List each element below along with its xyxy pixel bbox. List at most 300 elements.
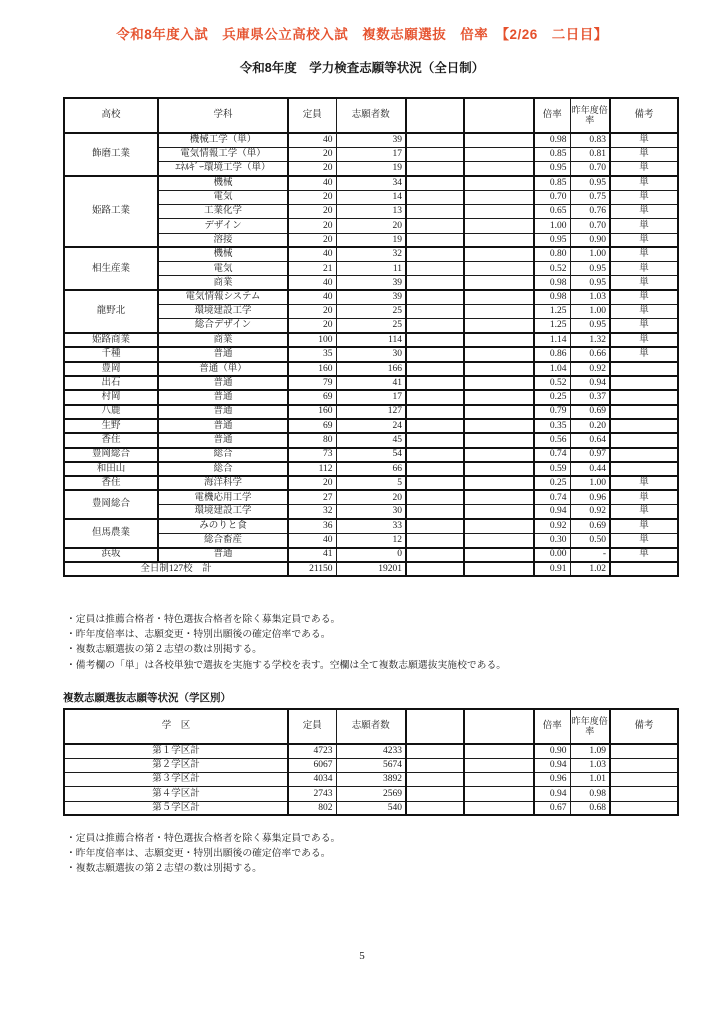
note-line: ・定員は推薦合格者・特色選抜合格者を除く募集定員である。 [66,833,341,844]
remarks-cell: 単 [610,519,678,533]
department-cell: 工業化学 [158,204,288,218]
prev-ratio-cell: 1.00 [570,305,610,319]
note-line: ・備考欄の「単」は各校単独で選抜を実施する学校を表す。空欄は全て複数志願選抜実施校である。 [66,659,507,671]
capacity-cell: 20 [288,190,336,204]
school-cell: 姫路工業 [64,176,158,247]
department-cell: 商業 [158,333,288,347]
department-cell: みのりと食 [158,519,288,533]
district-row [64,801,678,815]
table-row [64,176,678,190]
capacity-cell: 21150 [288,562,336,576]
document-title: 令和8年度入試 兵庫県公立高校入試 複数志願選抜 倍率 【2/26 二日目】 [116,27,608,42]
note-line: ・昨年度倍率は、志願変更・特別出願後の確定倍率である。 [66,629,331,641]
blank-cell [406,376,464,390]
ratio-cell: 0.80 [534,247,570,261]
applicants-cell: 41 [336,376,406,390]
blank-cell [406,476,464,490]
blank-cell [464,519,534,533]
remarks-cell: 単 [610,204,678,218]
prev-ratio-cell: 1.00 [570,247,610,261]
capacity-cell: 79 [288,376,336,390]
ratio-cell: 0.00 [534,548,570,562]
school-cell: 姫路商業 [64,333,158,347]
prev-ratio-cell: 1.03 [570,290,610,304]
table-header-row [64,98,678,133]
column-header: 志願者数 [336,98,406,133]
applicants-cell: 30 [336,347,406,361]
remarks-cell [610,758,678,772]
column-header: 昨年度倍率 [570,98,610,133]
applicants-cell: 114 [336,333,406,347]
remarks-cell: 単 [610,333,678,347]
blank-cell [406,419,464,433]
blank-cell [406,433,464,447]
blank-cell [406,519,464,533]
prev-ratio-cell: 1.02 [570,562,610,576]
prev-ratio-cell: 1.01 [570,773,610,787]
blank-cell [406,162,464,176]
prev-ratio-cell: 0.68 [570,801,610,815]
district-table-title: 複数志願選抜志願等状況（学区別） [63,692,231,704]
blank-cell [464,219,534,233]
column-header-blank [406,98,464,133]
total-row [64,562,678,576]
school-cell: 和田山 [64,462,158,476]
ratio-cell: 0.85 [534,147,570,161]
blank-cell [464,190,534,204]
department-cell: 電気 [158,190,288,204]
blank-cell [406,490,464,504]
remarks-cell: 単 [610,305,678,319]
capacity-cell: 41 [288,548,336,562]
prev-ratio-cell: 0.94 [570,376,610,390]
table-row [64,133,678,147]
column-header: 定員 [288,98,336,133]
ratio-cell: 0.56 [534,433,570,447]
capacity-cell: 20 [288,147,336,161]
school-cell: 豊岡総合 [64,490,158,519]
prev-ratio-cell: 0.75 [570,190,610,204]
capacity-cell: 20 [288,162,336,176]
remarks-cell: 単 [610,476,678,490]
remarks-cell: 単 [610,190,678,204]
prev-ratio-cell: 0.50 [570,533,610,547]
column-header: 備考 [610,709,678,744]
blank-cell [406,290,464,304]
prev-ratio-cell: - [570,548,610,562]
blank-cell [406,219,464,233]
applicants-cell: 34 [336,176,406,190]
ratio-cell: 0.90 [534,744,570,758]
column-header: 昨年度倍率 [570,709,610,744]
blank-cell [406,787,464,801]
note-line: ・複数志願選抜の第２志望の数は別掲する。 [66,863,262,875]
blank-cell [406,405,464,419]
ratio-cell: 0.98 [534,133,570,147]
applicants-cell: 39 [336,276,406,290]
column-header-blank [464,709,534,744]
capacity-cell: 69 [288,390,336,404]
remarks-cell: 単 [610,319,678,333]
prev-ratio-cell: 0.96 [570,490,610,504]
department-cell: 総合畜産 [158,533,288,547]
prev-ratio-cell: 0.69 [570,405,610,419]
blank-cell [464,390,534,404]
prev-ratio-cell: 0.70 [570,162,610,176]
applicants-cell: 5 [336,476,406,490]
department-cell: 海洋科学 [158,476,288,490]
remarks-cell: 単 [610,147,678,161]
blank-cell [406,744,464,758]
school-cell: 八鹿 [64,405,158,419]
column-header: 倍率 [534,709,570,744]
table-row [64,376,678,390]
blank-cell [406,204,464,218]
prev-ratio-cell: 1.32 [570,333,610,347]
prev-ratio-cell: 0.95 [570,319,610,333]
blank-cell [406,247,464,261]
prev-ratio-cell: 0.64 [570,433,610,447]
table-header-row [64,709,678,744]
remarks-cell: 単 [610,162,678,176]
blank-cell [464,333,534,347]
remarks-cell: 単 [610,233,678,247]
capacity-cell: 20 [288,233,336,247]
school-cell: 香住 [64,476,158,490]
blank-cell [406,533,464,547]
blank-cell [464,744,534,758]
applicants-cell: 45 [336,433,406,447]
remarks-cell [610,562,678,576]
remarks-cell [610,433,678,447]
note-line: ・定員は推薦合格者・特色選抜合格者を除く募集定員である。 [66,614,341,625]
remarks-cell [610,462,678,476]
school-cell: 豊岡 [64,362,158,376]
blank-cell [464,176,534,190]
prev-ratio-cell: 0.97 [570,448,610,462]
blank-cell [464,262,534,276]
blank-cell [464,419,534,433]
department-cell: 普通 [158,376,288,390]
capacity-cell: 6067 [288,758,336,772]
remarks-cell [610,744,678,758]
school-cell: 豊岡総合 [64,448,158,462]
ratio-cell: 0.95 [534,233,570,247]
blank-cell [464,548,534,562]
capacity-cell: 20 [288,476,336,490]
applicants-cell: 14 [336,190,406,204]
table-row [64,462,678,476]
capacity-cell: 20 [288,305,336,319]
applicants-cell: 540 [336,801,406,815]
capacity-cell: 112 [288,462,336,476]
prev-ratio-cell: 0.66 [570,347,610,361]
district-cell: 第５学区計 [64,801,288,815]
ratio-cell: 0.91 [534,562,570,576]
remarks-cell: 単 [610,262,678,276]
prev-ratio-cell: 1.00 [570,476,610,490]
capacity-cell: 160 [288,405,336,419]
ratio-cell: 0.94 [534,505,570,519]
ratio-cell: 0.92 [534,519,570,533]
prev-ratio-cell: 0.76 [570,204,610,218]
table-row [64,347,678,361]
department-cell: 普通 [158,390,288,404]
applicants-cell: 30 [336,505,406,519]
column-header: 学科 [158,98,288,133]
main-table-notes [66,612,686,673]
capacity-cell: 35 [288,347,336,361]
applicants-cell: 66 [336,462,406,476]
blank-cell [464,319,534,333]
table-row [64,433,678,447]
capacity-cell: 40 [288,276,336,290]
blank-cell [464,362,534,376]
table-row [64,419,678,433]
prev-ratio-cell: 0.95 [570,176,610,190]
table-row [64,333,678,347]
applicants-cell: 25 [336,319,406,333]
blank-cell [464,533,534,547]
ratio-cell: 0.70 [534,190,570,204]
prev-ratio-cell: 0.70 [570,219,610,233]
ratio-cell: 0.30 [534,533,570,547]
prev-ratio-cell: 0.83 [570,133,610,147]
remarks-cell: 単 [610,533,678,547]
prev-ratio-cell: 0.37 [570,390,610,404]
blank-cell [406,390,464,404]
remarks-cell [610,787,678,801]
department-cell: 電気情報システム [158,290,288,304]
blank-cell [406,262,464,276]
page-number: 5 [359,950,365,962]
applicants-cell: 19 [336,233,406,247]
capacity-cell: 20 [288,219,336,233]
applicants-cell: 54 [336,448,406,462]
department-cell: 普通 [158,405,288,419]
district-cell: 第１学区計 [64,744,288,758]
school-cell: 千種 [64,347,158,361]
capacity-cell: 4723 [288,744,336,758]
blank-cell [406,548,464,562]
applicants-cell: 3892 [336,773,406,787]
blank-cell [464,290,534,304]
prev-ratio-cell: 0.95 [570,262,610,276]
remarks-cell: 単 [610,347,678,361]
applicants-cell: 24 [336,419,406,433]
applicants-cell: 39 [336,133,406,147]
ratio-cell: 0.95 [534,162,570,176]
district-row [64,787,678,801]
department-cell: ｴﾈﾙｷﾞｰ環境工学（単） [158,162,288,176]
applicants-cell: 20 [336,490,406,504]
department-cell: 溶接 [158,233,288,247]
blank-cell [464,433,534,447]
ratio-cell: 0.85 [534,176,570,190]
department-cell: 電気 [158,262,288,276]
school-cell: 香住 [64,433,158,447]
department-cell: 電気情報工学（単） [158,147,288,161]
capacity-cell: 27 [288,490,336,504]
ratio-cell: 1.14 [534,333,570,347]
school-cell: 浜坂 [64,548,158,562]
blank-cell [464,801,534,815]
blank-cell [464,405,534,419]
column-header: 備考 [610,98,678,133]
blank-cell [406,333,464,347]
ratio-cell: 0.94 [534,787,570,801]
blank-cell [406,305,464,319]
school-cell: 生野 [64,419,158,433]
blank-cell [406,276,464,290]
department-cell: 普通（単） [158,362,288,376]
remarks-cell [610,376,678,390]
remarks-cell: 単 [610,133,678,147]
blank-cell [464,305,534,319]
department-cell: 電機応用工学 [158,490,288,504]
total-label-cell: 全日制127校 計 [64,562,288,576]
capacity-cell: 2743 [288,787,336,801]
remarks-cell [610,390,678,404]
school-cell: 但馬農業 [64,519,158,548]
district-row [64,773,678,787]
prev-ratio-cell: 0.44 [570,462,610,476]
remarks-cell [610,801,678,815]
prev-ratio-cell: 0.20 [570,419,610,433]
blank-cell [406,362,464,376]
department-cell: 機械工学（単） [158,133,288,147]
blank-cell [464,233,534,247]
capacity-cell: 20 [288,319,336,333]
ratio-cell: 1.25 [534,305,570,319]
prev-ratio-cell: 0.98 [570,787,610,801]
ratio-cell: 0.96 [534,773,570,787]
applicants-cell: 12 [336,533,406,547]
blank-cell [406,562,464,576]
applicants-cell: 19 [336,162,406,176]
school-cell: 飾磨工業 [64,133,158,176]
ratio-cell: 0.98 [534,290,570,304]
remarks-cell: 単 [610,490,678,504]
school-cell: 村岡 [64,390,158,404]
applicants-cell: 11 [336,262,406,276]
table-row [64,247,678,261]
applicants-cell: 2569 [336,787,406,801]
remarks-cell: 単 [610,247,678,261]
applicants-cell: 33 [336,519,406,533]
department-cell: 普通 [158,433,288,447]
blank-cell [464,147,534,161]
prev-ratio-cell: 1.03 [570,758,610,772]
remarks-cell: 単 [610,276,678,290]
blank-cell [406,319,464,333]
ratio-cell: 0.74 [534,490,570,504]
applicants-cell: 4233 [336,744,406,758]
table-row [64,476,678,490]
applicants-cell: 39 [336,290,406,304]
capacity-cell: 160 [288,362,336,376]
district-row [64,758,678,772]
column-header-blank [406,709,464,744]
applicants-cell: 25 [336,305,406,319]
blank-cell [406,758,464,772]
column-header: 高校 [64,98,158,133]
applicants-cell: 32 [336,247,406,261]
department-cell: デザイン [158,219,288,233]
remarks-cell [610,362,678,376]
remarks-cell [610,448,678,462]
table-row [64,362,678,376]
ratio-cell: 0.59 [534,462,570,476]
ratio-cell: 0.98 [534,276,570,290]
column-header: 志願者数 [336,709,406,744]
blank-cell [464,347,534,361]
remarks-cell [610,773,678,787]
applicants-cell: 20 [336,219,406,233]
capacity-cell: 40 [288,533,336,547]
capacity-cell: 32 [288,505,336,519]
ratio-cell: 0.52 [534,376,570,390]
ratio-cell: 0.35 [534,419,570,433]
department-cell: 普通 [158,548,288,562]
capacity-cell: 73 [288,448,336,462]
applicants-cell: 17 [336,390,406,404]
department-cell: 商業 [158,276,288,290]
blank-cell [464,133,534,147]
capacity-cell: 4034 [288,773,336,787]
blank-cell [464,490,534,504]
department-cell: 普通 [158,419,288,433]
prev-ratio-cell: 1.09 [570,744,610,758]
remarks-cell: 単 [610,548,678,562]
ratio-cell: 1.00 [534,219,570,233]
blank-cell [464,204,534,218]
remarks-cell: 単 [610,290,678,304]
capacity-cell: 21 [288,262,336,276]
applicants-cell: 0 [336,548,406,562]
note-line: ・複数志願選抜の第２志望の数は別掲する。 [66,644,262,656]
capacity-cell: 40 [288,247,336,261]
blank-cell [464,376,534,390]
district-row [64,744,678,758]
capacity-cell: 36 [288,519,336,533]
blank-cell [406,147,464,161]
blank-cell [406,233,464,247]
ratio-cell: 0.52 [534,262,570,276]
department-cell: 環境建設工学 [158,305,288,319]
remarks-cell [610,419,678,433]
blank-cell [464,448,534,462]
column-header: 倍率 [534,98,570,133]
capacity-cell: 20 [288,204,336,218]
prev-ratio-cell: 0.92 [570,362,610,376]
note-line: ・昨年度倍率は、志願変更・特別出願後の確定倍率である。 [66,848,331,860]
prev-ratio-cell: 0.92 [570,505,610,519]
applicants-cell: 166 [336,362,406,376]
blank-cell [406,176,464,190]
column-header: 学 区 [64,709,288,744]
blank-cell [464,462,534,476]
capacity-cell: 40 [288,176,336,190]
capacity-cell: 40 [288,290,336,304]
table-row [64,448,678,462]
district-table-notes [66,831,686,877]
blank-cell [406,448,464,462]
capacity-cell: 100 [288,333,336,347]
department-cell: 環境建設工学 [158,505,288,519]
table-row [64,490,678,504]
exam-application-status-table [63,97,679,577]
